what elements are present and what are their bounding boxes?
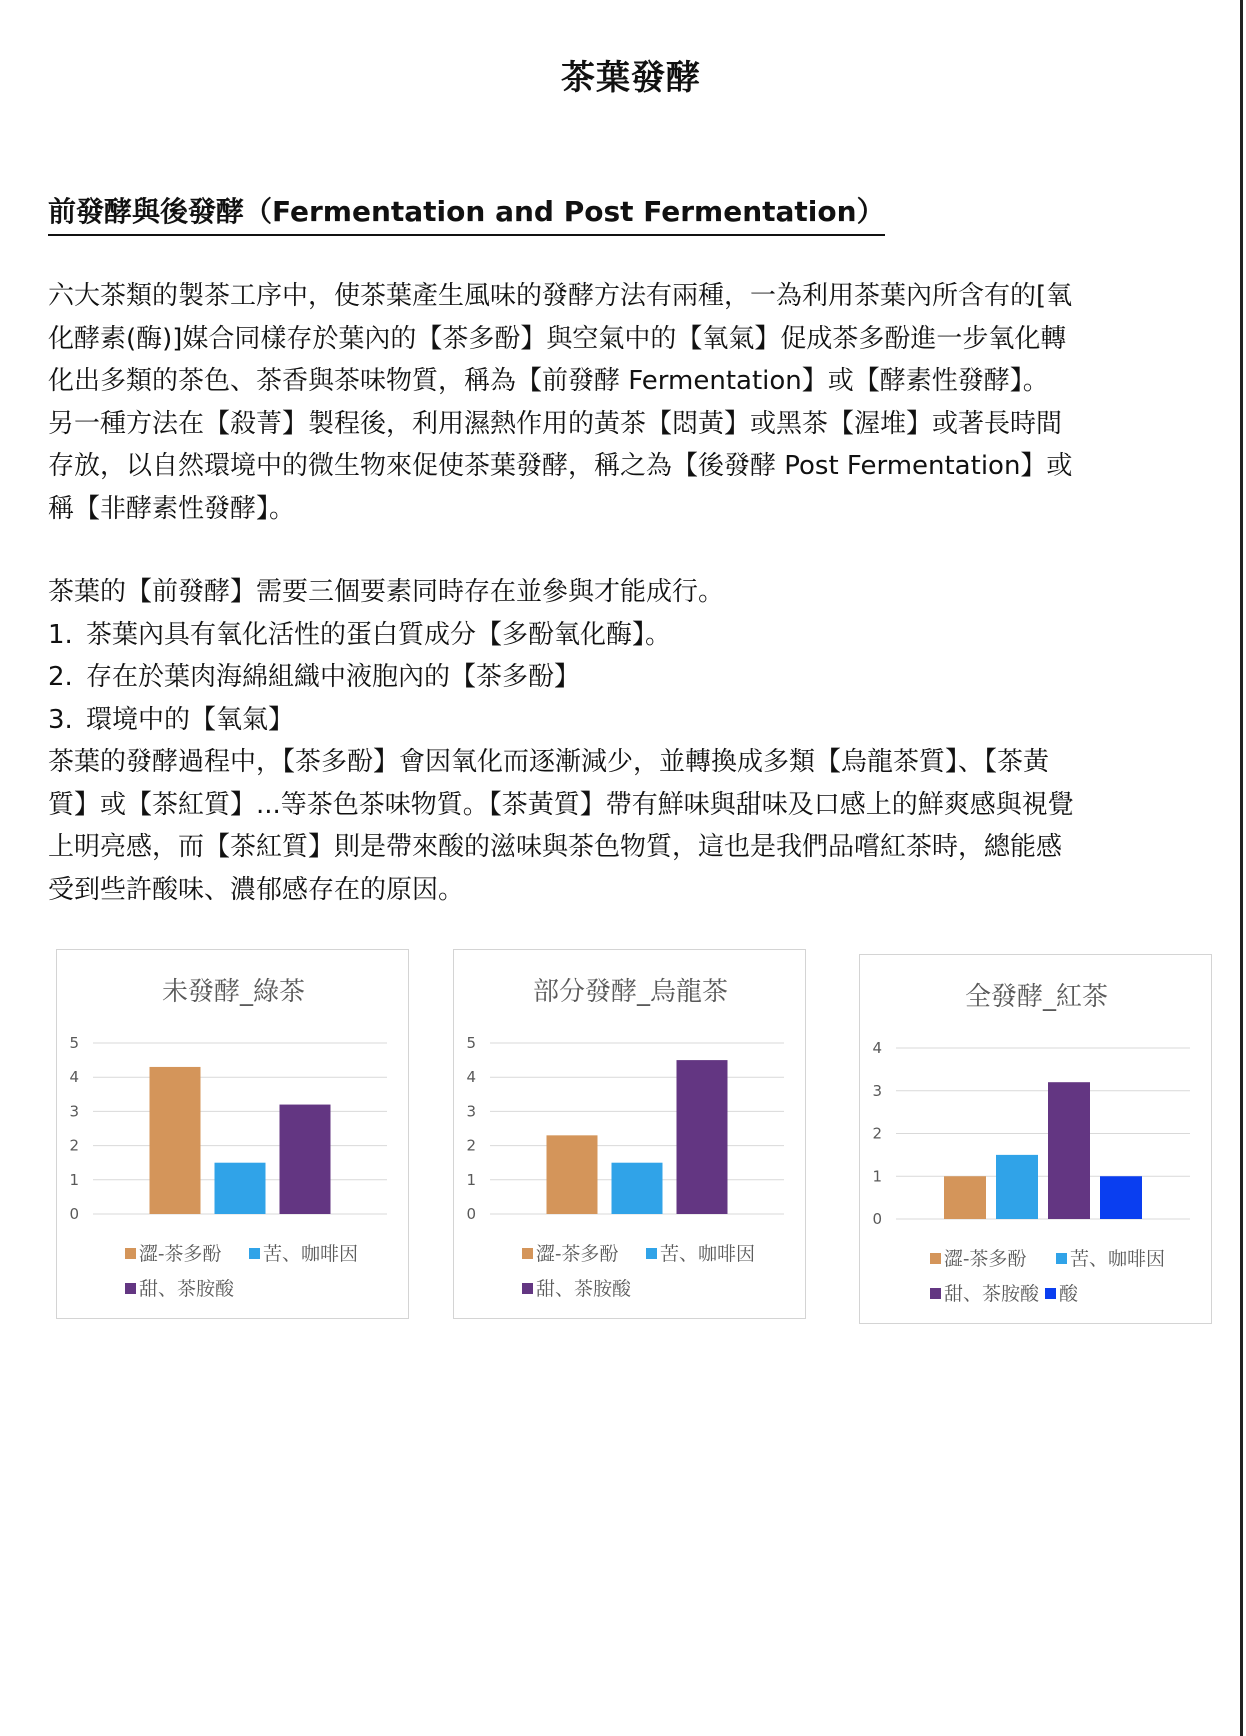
bar-3 — [1048, 1082, 1090, 1219]
legend-swatch — [522, 1283, 533, 1294]
y-tick-label: 2 — [872, 1124, 882, 1143]
bar-1 — [150, 1067, 201, 1214]
legend-swatch — [1045, 1288, 1056, 1299]
bar-4 — [1100, 1176, 1142, 1219]
y-tick-label: 2 — [466, 1136, 476, 1155]
y-tick-label: 2 — [69, 1136, 79, 1155]
legend-swatch — [646, 1248, 657, 1259]
y-tick-label: 4 — [466, 1068, 476, 1087]
legend-swatch — [930, 1253, 941, 1264]
y-tick-label: 3 — [466, 1102, 476, 1121]
chart-black-tea — [859, 954, 1212, 1324]
legend-swatch — [125, 1283, 136, 1294]
section-heading: 前發酵與後發酵（Fermentation and Post Fermentation） — [48, 192, 885, 236]
text-line: 存放，以自然環境中的微生物來促使茶葉發酵，稱之為【後發酵 Post Fermentation】或 — [48, 451, 1073, 481]
list-text: 環境中的【氧氣】 — [86, 704, 295, 735]
legend-label: 甜、茶胺酸 — [536, 1278, 632, 1300]
page-right-edge — [1240, 0, 1243, 1736]
y-tick-label: 0 — [872, 1210, 882, 1228]
text-line: 質】或【茶紅質】...等茶色茶味物質。【茶黃質】帶有鮮味與甜味及口感上的鮮爽感與視覺 — [48, 789, 1074, 820]
y-tick-label: 0 — [466, 1205, 476, 1223]
chart-oolong-tea — [453, 949, 806, 1319]
y-tick-label: 1 — [69, 1170, 79, 1189]
legend-label: 苦、咖啡因 — [1070, 1248, 1166, 1270]
legend-label: 澀-茶多酚 — [944, 1248, 1027, 1270]
text-line: 化出多類的茶色、茶香與茶味物質，稱為【前發酵 Fermentation】或【酵素性發酵】。 — [48, 366, 1049, 396]
chart-title: 未發酵_綠茶 — [161, 977, 306, 1007]
legend-label: 甜、茶胺酸 — [139, 1278, 235, 1300]
list-number: 1. — [48, 619, 73, 650]
legend-swatch — [1056, 1253, 1067, 1264]
chart-svg — [860, 955, 1213, 1325]
bar-3 — [677, 1060, 728, 1214]
list-text: 存在於葉肉海綿組織中液胞內的【茶多酚】 — [86, 662, 581, 692]
legend-label: 苦、咖啡因 — [263, 1243, 359, 1265]
y-tick-label: 3 — [872, 1081, 882, 1100]
chart-title: 部分發酵_烏龍茶 — [532, 977, 729, 1007]
y-tick-label: 4 — [872, 1039, 882, 1057]
y-tick-label: 3 — [69, 1102, 79, 1121]
text-line: 另一種方法在【殺菁】製程後，利用濕熱作用的黃茶【悶黃】或黑茶【渥堆】或著長時間 — [48, 408, 1063, 439]
list-number: 2. — [48, 662, 73, 692]
chart-svg — [454, 950, 807, 1320]
list-number: 3. — [48, 704, 73, 735]
legend-swatch — [522, 1248, 533, 1259]
bar-3 — [280, 1105, 331, 1214]
page-title: 茶葉發酵 — [561, 58, 701, 98]
chart-title: 全發酵_紅茶 — [964, 982, 1109, 1012]
list-text: 茶葉內具有氧化活性的蛋白質成分【多酚氧化酶】。 — [86, 619, 672, 650]
chart-green-tea — [56, 949, 409, 1319]
y-tick-label: 0 — [69, 1205, 79, 1223]
text-line: 受到些許酸味、濃郁感存在的原因。 — [48, 874, 465, 905]
y-tick-label: 5 — [69, 1034, 79, 1052]
list-item — [48, 699, 1218, 742]
bar-1 — [547, 1135, 598, 1214]
intro-line: 茶葉的【前發酵】需要三個要素同時存在並參與才能成行。 — [48, 577, 725, 607]
paragraph-fermentation-elements — [48, 571, 1218, 911]
y-tick-label: 1 — [872, 1167, 882, 1186]
y-tick-label: 4 — [69, 1068, 79, 1087]
y-tick-label: 5 — [466, 1034, 476, 1052]
bar-2 — [612, 1163, 663, 1214]
legend-label: 澀-茶多酚 — [139, 1243, 222, 1265]
y-tick-label: 1 — [466, 1170, 476, 1189]
text-line: 上明亮感，而【茶紅質】則是帶來酸的滋味與茶色物質，這也是我們品嚐紅茶時，總能感 — [48, 832, 1063, 862]
list-item — [48, 614, 1218, 657]
legend-label: 甜、茶胺酸 — [944, 1283, 1040, 1305]
text-line: 稱【非酵素性發酵】。 — [48, 493, 296, 524]
legend-label: 苦、咖啡因 — [660, 1243, 756, 1265]
text-line: 化酵素(酶)]媒合同樣存於葉內的【茶多酚】與空氣中的【氧氣】促成茶多酚進一步氧化轉 — [48, 323, 1067, 354]
paragraph-fermentation-methods — [48, 275, 1218, 530]
bar-1 — [944, 1176, 986, 1219]
chart-svg — [57, 950, 410, 1320]
bar-2 — [215, 1163, 266, 1214]
bar-2 — [996, 1155, 1038, 1219]
legend-label: 澀-茶多酚 — [536, 1243, 619, 1265]
legend-swatch — [125, 1248, 136, 1259]
text-line: 六大茶類的製茶工序中，使茶葉產生風味的發酵方法有兩種，一為利用茶葉內所含有的[氧 — [48, 281, 1073, 311]
list-item — [48, 656, 1218, 699]
text-line: 茶葉的發酵過程中，【茶多酚】會因氧化而逐漸減少，並轉換成多類【烏龍茶質】、【茶黃 — [48, 747, 1050, 777]
legend-swatch — [249, 1248, 260, 1259]
legend-label: 酸 — [1059, 1283, 1079, 1305]
legend-swatch — [930, 1288, 941, 1299]
